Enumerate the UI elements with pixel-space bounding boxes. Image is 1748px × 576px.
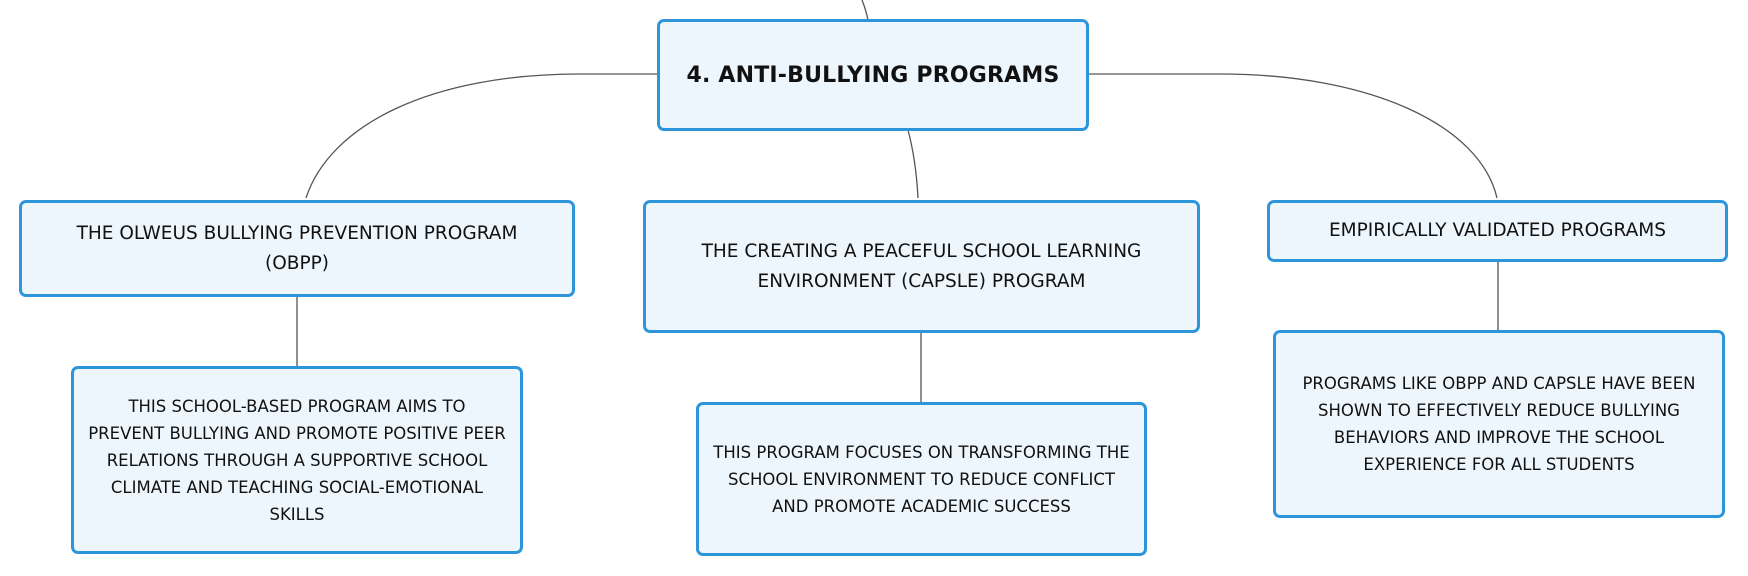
detail-node-capsle[interactable] — [696, 402, 1147, 556]
root-node-title: 4. ANTI-BULLYING PROGRAMS — [686, 62, 1060, 88]
topic-node-empirical[interactable] — [1267, 200, 1728, 262]
connector-parent-to-root — [862, 0, 868, 20]
detail-node-empirical[interactable] — [1273, 330, 1725, 518]
connector-root-to-obpp — [306, 74, 657, 198]
topic-node-empirical-title: EMPIRICALLY VALIDATED PROGRAMS — [1328, 220, 1666, 241]
connector-root-to-empirical — [1088, 74, 1497, 198]
detail-node-empirical-text: PROGRAMS LIKE OBPP AND CAPSLE HAVE BEEN SHOWN TO EFFECTIVELY REDUCE BULLYING BEHAVIORS AND IMPROVE THE SCHOOL EXPERIENCE FOR ALL STUDENTS — [1302, 374, 1696, 474]
topic-node-obpp[interactable] — [19, 200, 575, 297]
detail-node-obpp-text: THIS SCHOOL-BASED PROGRAM AIMS TO PREVENT BULLYING AND PROMOTE POSITIVE PEER RELATIONS THROUGH A SUPPORTIVE SCHOOL CLIMATE AND TEACHING SOCIAL-EMOTIONAL SKILLS — [88, 396, 506, 524]
topic-node-obpp-title: THE OLWEUS BULLYING PREVENTION PROGRAM (OBPP) — [76, 222, 518, 274]
detail-node-capsle-text: THIS PROGRAM FOCUSES ON TRANSFORMING THE SCHOOL ENVIRONMENT TO REDUCE CONFLICT AND PROMOTE ACADEMIC SUCCESS — [713, 442, 1130, 516]
topic-node-capsle-title: THE CREATING A PEACEFUL SCHOOL LEARNING ENVIRONMENT (CAPSLE) PROGRAM — [701, 240, 1142, 292]
topic-node-capsle[interactable] — [643, 200, 1200, 333]
root-node[interactable] — [657, 19, 1089, 131]
connector-root-to-capsle — [908, 130, 918, 198]
detail-node-obpp[interactable] — [71, 366, 523, 554]
